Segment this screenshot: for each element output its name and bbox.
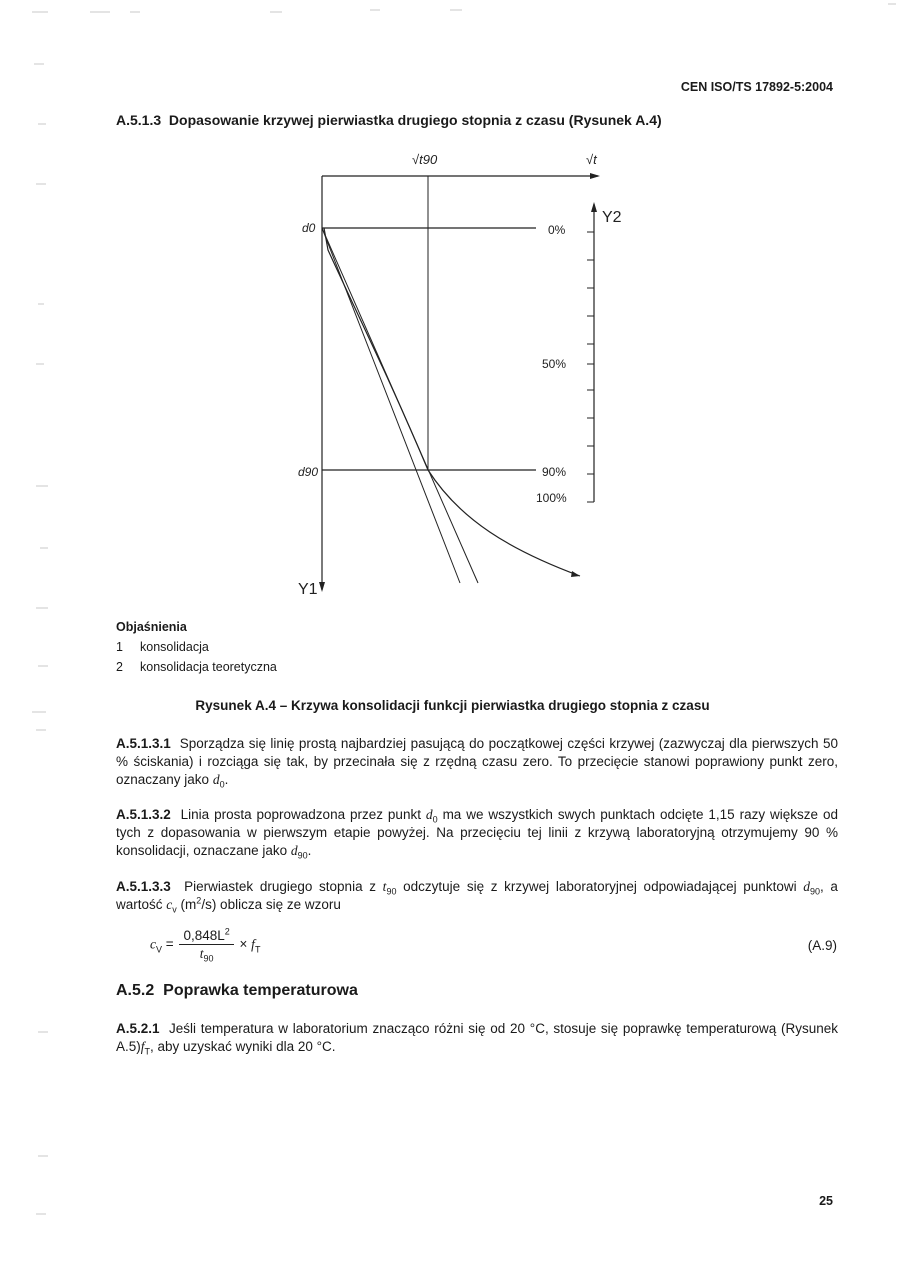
figure-a4 — [280, 140, 640, 605]
denominator-sub: 90 — [203, 953, 214, 964]
section-heading-a52 — [116, 982, 358, 1000]
numerator-text: 0,848L — [183, 928, 225, 943]
consolidation-diagram — [280, 140, 640, 600]
label-y1: Y1 — [298, 581, 318, 598]
symbol: d — [290, 843, 298, 858]
para-text: /s) oblicza się ze wzoru — [201, 897, 341, 912]
subscript: 90 — [386, 886, 397, 897]
formula-a9 — [150, 928, 260, 962]
label-sqrt-t90: √t90 — [412, 152, 438, 167]
para-text: Pierwiastek drugiego stopnia z — [184, 879, 376, 894]
paragraph-a5133 — [116, 878, 838, 914]
legend-heading: Objaśnienia — [116, 620, 187, 634]
y2-arrow — [591, 202, 597, 212]
section-title-text: Poprawka temperaturowa — [163, 982, 358, 999]
label-0pct: 0% — [548, 223, 566, 237]
equation-number: (A.9) — [807, 938, 837, 953]
formula-lhs-sub: V — [156, 944, 163, 955]
legend-item-1 — [116, 640, 209, 654]
punct: . — [224, 772, 229, 787]
symbol: d — [425, 807, 433, 822]
label-d0: d0 — [302, 221, 316, 235]
para-text: (m — [180, 897, 197, 912]
label-sqrt-t: √t — [586, 152, 597, 167]
formula-factor: f — [251, 936, 255, 952]
symbol: d — [212, 772, 220, 787]
label-d90: d90 — [298, 465, 319, 479]
symbol: c — [166, 897, 173, 912]
section-number: A.5.2 — [116, 982, 155, 999]
para-number: A.5.2.1 — [116, 1021, 160, 1036]
denominator-text: t — [199, 946, 204, 961]
subscript: 0 — [432, 814, 438, 825]
subscript: T — [144, 1046, 151, 1057]
formula-lhs: c — [150, 936, 156, 952]
subscript: 90 — [810, 886, 821, 897]
legend-num: 2 — [116, 660, 123, 674]
punct: . — [307, 843, 312, 858]
y1-arrow — [319, 582, 325, 592]
section-number: A.5.1.3 — [116, 112, 162, 128]
label-y2: Y2 — [602, 209, 622, 226]
label-50pct: 50% — [542, 357, 567, 371]
symbol: t — [382, 879, 387, 894]
paragraph-a5131 — [116, 735, 838, 789]
para-number: A.5.1.3.1 — [116, 736, 171, 751]
legend-text: konsolidacja teoretyczna — [140, 660, 277, 674]
section-title-a513 — [116, 112, 662, 128]
superscript: 2 — [196, 895, 202, 906]
subscript: 0 — [219, 779, 225, 790]
time-arrow — [590, 173, 600, 179]
figure-caption: Rysunek A.4 – Krzywa konsolidacji funkcji pierwiastka drugiego stopnia z czasu — [195, 698, 710, 713]
para-number: A.5.1.3.2 — [116, 807, 171, 822]
subscript: v — [172, 904, 177, 915]
label-100pct: 100% — [536, 491, 567, 505]
label-90pct: 90% — [542, 465, 567, 479]
para-text: , aby uzyskać wyniki dla 20 °C. — [150, 1039, 336, 1054]
page-header-standard: CEN ISO/TS 17892-5:2004 — [680, 80, 833, 94]
para-text: Jeśli temperatura w laboratorium znacząco różni się od 20 °C, stosuje się poprawkę temperaturową (Rysunek A.5) — [116, 1021, 838, 1054]
paragraph-a521 — [116, 1020, 838, 1056]
formula-times: × — [239, 936, 248, 952]
para-text: ma we wszystkich swych punktach odcięte 1,15 razy większe od tych z dopasowania w pierwszym etapie powyżej. Na przecięciu tej linii z krzywą laboratoryjną otrzymujemy 90 % konsolidacji, oznaczane jako — [116, 807, 838, 858]
numerator-sup: 2 — [224, 926, 230, 937]
paragraph-a5132 — [116, 806, 838, 860]
formula-numerator — [179, 928, 233, 945]
para-text: , a wartość — [116, 879, 838, 912]
formula-denominator — [179, 945, 233, 962]
subscript: 90 — [297, 850, 308, 861]
para-text: odczytuje się z krzywej laboratoryjnej odpowiadającej punktowi — [403, 879, 797, 894]
para-number: A.5.1.3.3 — [116, 879, 171, 894]
formula-eq: = — [165, 936, 174, 952]
legend-item-2 — [116, 660, 277, 674]
para-text: Sporządza się linię prostą najbardziej pasującą do początkowej części krzywej (zazwyczaj dla pierwszych 50 % ściskania) i rozciąga się tak, by przecinała się z rzędną czasu zero. To przecięcie stanowi poprawiony punkt zero, oznaczany jako — [116, 736, 838, 787]
y2-ticks — [587, 232, 594, 502]
page-number: 25 — [819, 1194, 833, 1208]
legend-num: 1 — [116, 640, 123, 654]
formula-factor-sub: T — [254, 944, 261, 955]
symbol: f — [140, 1039, 145, 1054]
legend-text: konsolidacja — [140, 640, 209, 654]
section-title-text: Dopasowanie krzywej pierwiastka drugiego stopnia z czasu (Rysunek A.4) — [168, 112, 662, 128]
formula-fraction — [179, 928, 233, 962]
symbol: d — [803, 879, 810, 894]
para-text: Linia prosta poprowadzona przez punkt — [180, 807, 421, 822]
